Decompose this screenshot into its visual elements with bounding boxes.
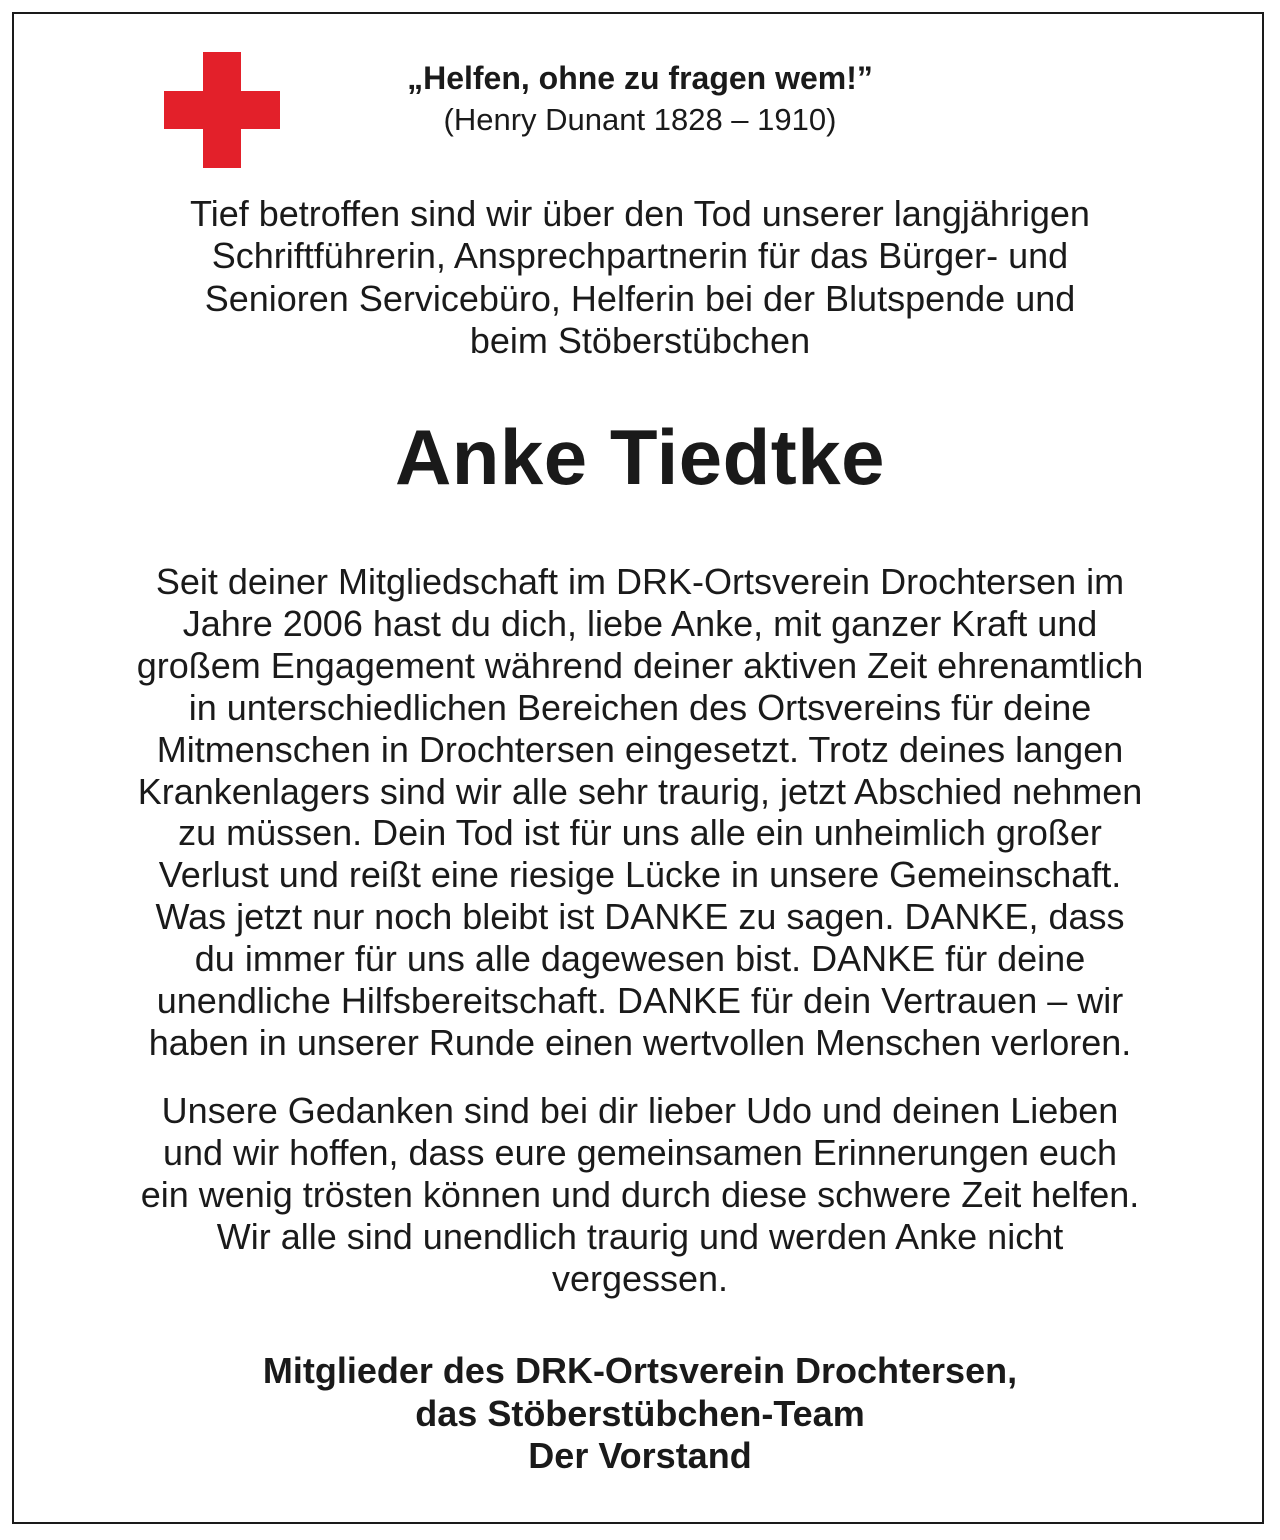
condolence-line: Unsere Gedanken sind bei dir lieber Udo und deinen Lieben <box>161 1090 1119 1131</box>
tribute-line: in unterschiedlichen Bereichen des Ortsvereins für deine <box>188 686 1092 728</box>
signature-line: Mitglieder des DRK-Ortsverein Drochtersen, <box>262 1350 1018 1391</box>
red-cross-horizontal-bar <box>164 91 280 129</box>
intro-line: beim Stöberstübchen <box>469 319 811 361</box>
motto-attribution: (Henry Dunant 1828 – 1910) <box>443 102 837 137</box>
tribute-line: großem Engagement während deiner aktiven Zeit ehrenamtlich <box>136 644 1144 686</box>
tribute-line: haben in unserer Runde einen wertvollen Menschen verloren. <box>148 1021 1132 1063</box>
red-cross-icon <box>164 52 280 168</box>
tribute-line: zu müssen. Dein Tod ist für uns alle ein unheimlich großer <box>178 812 1102 854</box>
motto-quote: „Helfen, ohne zu fragen wem!” <box>407 60 873 96</box>
tribute-line: Verlust und reißt eine riesige Lücke in unsere Gemeinschaft. <box>158 854 1122 896</box>
tribute-line: Was jetzt nur noch bleibt ist DANKE zu sagen. DANKE, dass <box>155 896 1125 938</box>
signature-block <box>40 1350 1240 1478</box>
tribute-line: Seit deiner Mitgliedschaft im DRK-Ortsverein Drochtersen im <box>155 561 1125 602</box>
tribute-paragraph <box>30 561 1250 1064</box>
condolence-line: und wir hoffen, dass eure gemeinsamen Erinnerungen euch <box>163 1131 1117 1173</box>
condolence-line: ein wenig trösten können und durch diese schwere Zeit helfen. <box>140 1173 1140 1215</box>
tribute-line: unendliche Hilfsbereitschaft. DANKE für dein Vertrauen – wir <box>156 980 1124 1022</box>
signature-line: Der Vorstand <box>528 1435 752 1476</box>
deceased-name: Anke Tiedtke <box>394 413 886 501</box>
intro-line: Tief betroffen sind wir über den Tod unserer langjährigen <box>190 193 1090 234</box>
signature-line: das Stöberstübchen-Team <box>415 1392 865 1434</box>
intro-line: Senioren Servicebüro, Helferin bei der Blutspende und <box>204 277 1076 319</box>
intro-text <box>40 193 1240 362</box>
intro-line: Schriftführerin, Ansprechpartnerin für das Bürger- und <box>211 235 1069 277</box>
condolence-line: Wir alle sind unendlich traurig und werden Anke nicht <box>216 1215 1064 1257</box>
condolence-line: vergessen. <box>551 1257 729 1299</box>
tribute-line: du immer für uns alle dagewesen bist. DANKE für deine <box>194 938 1086 980</box>
tribute-line: Mitmenschen in Drochtersen eingesetzt. Trotz deines langen <box>156 728 1124 770</box>
condolence-paragraph <box>30 1090 1250 1300</box>
tribute-line: Jahre 2006 hast du dich, liebe Anke, mit ganzer Kraft und <box>182 602 1098 644</box>
tribute-line: Krankenlagers sind wir alle sehr traurig, jetzt Abschied nehmen <box>137 770 1143 812</box>
